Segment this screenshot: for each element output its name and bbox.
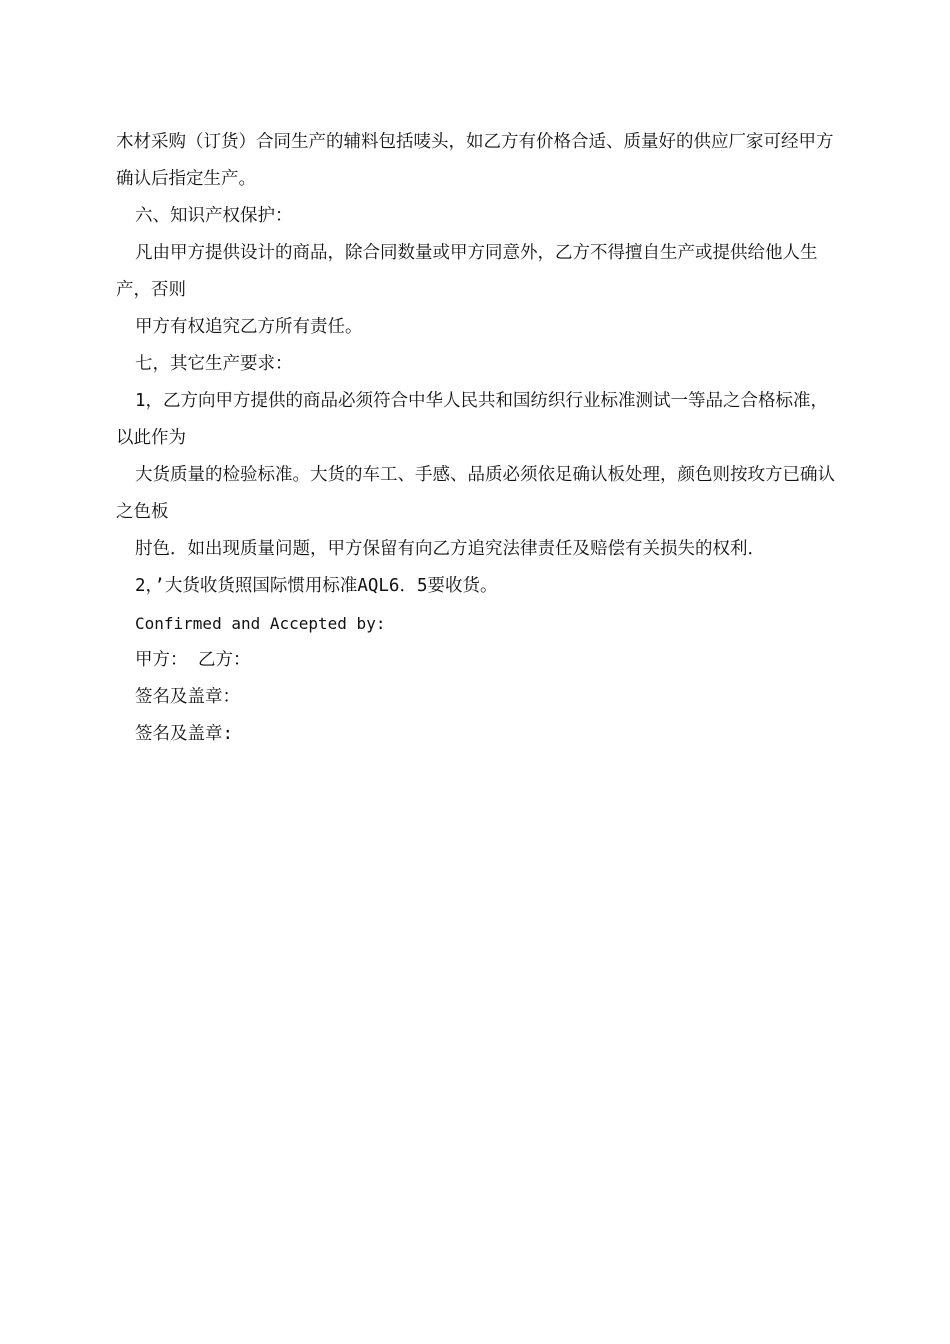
paragraph-quality-issue: 肘色．如出现质量问题，甲方保留有向乙方追究法律责任及赔偿有关损失的权利．: [135, 539, 765, 559]
heading-ip-protection: 六、知识产权保护：: [135, 206, 293, 226]
paragraph-requirement-2: 2，’大货收货照国际惯用标准AQL6．5要收货。: [135, 576, 498, 596]
paragraph-ip-clause: 凡由甲方提供设计的商品，除合同数量或甲方同意外，乙方不得擅自生产或提供给他人生产，否则: [116, 243, 818, 300]
signature-line-1: 签名及盖章：: [135, 687, 240, 707]
confirmed-accepted-line: Confirmed and Accepted by:: [135, 614, 386, 633]
paragraph-auxiliary-materials: 木材采购（订货）合同生产的辅料包括唛头，如乙方有价格合适、质量好的供应厂家可经甲方确认后指定生产。: [116, 132, 834, 189]
paragraph-inspection-standard: 大货质量的检验标准。大货的车工、手感、品质必须依足确认板处理，颜色则按玫方已确认之色板: [116, 465, 835, 522]
signature-line-2: 签名及盖章:: [135, 724, 234, 744]
party-labels: 甲方： 乙方：: [135, 650, 251, 670]
heading-other-requirements: 七，其它生产要求：: [135, 354, 293, 374]
paragraph-liability: 甲方有权追究乙方所有责任。: [135, 317, 363, 337]
paragraph-requirement-1: 1，乙方向甲方提供的商品必须符合中华人民共和国纺织行业标准测试一等品之合格标准，以此作为: [116, 391, 829, 448]
document-body: [116, 124, 836, 753]
